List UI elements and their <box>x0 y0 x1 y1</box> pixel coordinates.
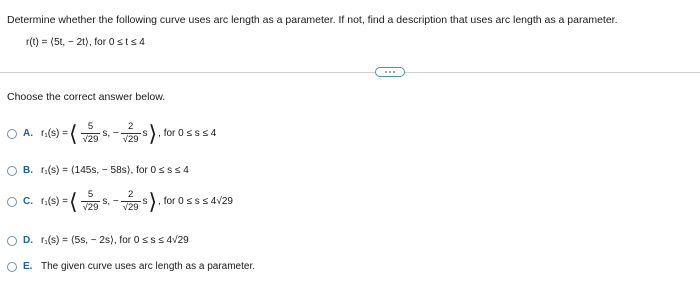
fraction: $\frac{5}{√29}$ <box>82 189 99 213</box>
option-letter: A. <box>23 128 33 139</box>
option-letter: C. <box>23 196 33 207</box>
fraction: $\frac{2}{√29}$ <box>122 189 139 213</box>
option-a[interactable] <box>7 121 216 146</box>
option-e[interactable] <box>7 261 255 272</box>
option-a-expression: r₁(s) = ⟨ $\frac{5}{√29}$ s, − $\frac{2}{√29}$ s ⟩ , for 0 ≤ s ≤ 4 <box>41 120 217 146</box>
option-b-text: r₁(s) = ⟨145s, − 58s⟩, for 0 ≤ s ≤ 4 <box>41 165 189 176</box>
ellipsis-icon[interactable] <box>375 67 405 77</box>
option-c[interactable] <box>7 189 233 214</box>
option-b[interactable] <box>7 165 189 176</box>
radio-e[interactable] <box>7 262 17 272</box>
fraction: $\frac{2}{√29}$ <box>122 121 139 145</box>
radio-b[interactable] <box>7 166 17 176</box>
option-letter: E. <box>23 261 33 272</box>
radio-a[interactable] <box>7 129 17 139</box>
option-letter: D. <box>23 235 33 246</box>
fraction: $\frac{5}{√29}$ <box>82 121 99 145</box>
option-d-text: r₁(s) = ⟨5s, − 2s⟩, for 0 ≤ s ≤ 4√29 <box>41 235 189 246</box>
divider <box>0 72 700 73</box>
radio-c[interactable] <box>7 197 17 207</box>
instruction-text: Choose the correct answer below. <box>7 91 166 103</box>
option-c-expression: r₁(s) = ⟨ $\frac{5}{√29}$ s, − $\frac{2}{√29}$ s ⟩ , for 0 ≤ s ≤ 4√29 <box>41 188 233 214</box>
option-e-text: The given curve uses arc length as a parameter. <box>41 261 256 272</box>
radio-d[interactable] <box>7 236 17 246</box>
option-letter: B. <box>23 165 33 176</box>
given-curve: r(t) = ⟨5t, − 2t⟩, for 0 ≤ t ≤ 4 <box>26 37 145 48</box>
option-d[interactable] <box>7 235 189 246</box>
question-text: Determine whether the following curve uses arc length as a parameter. If not, find a description that uses arc length as a parameter. <box>7 14 618 26</box>
